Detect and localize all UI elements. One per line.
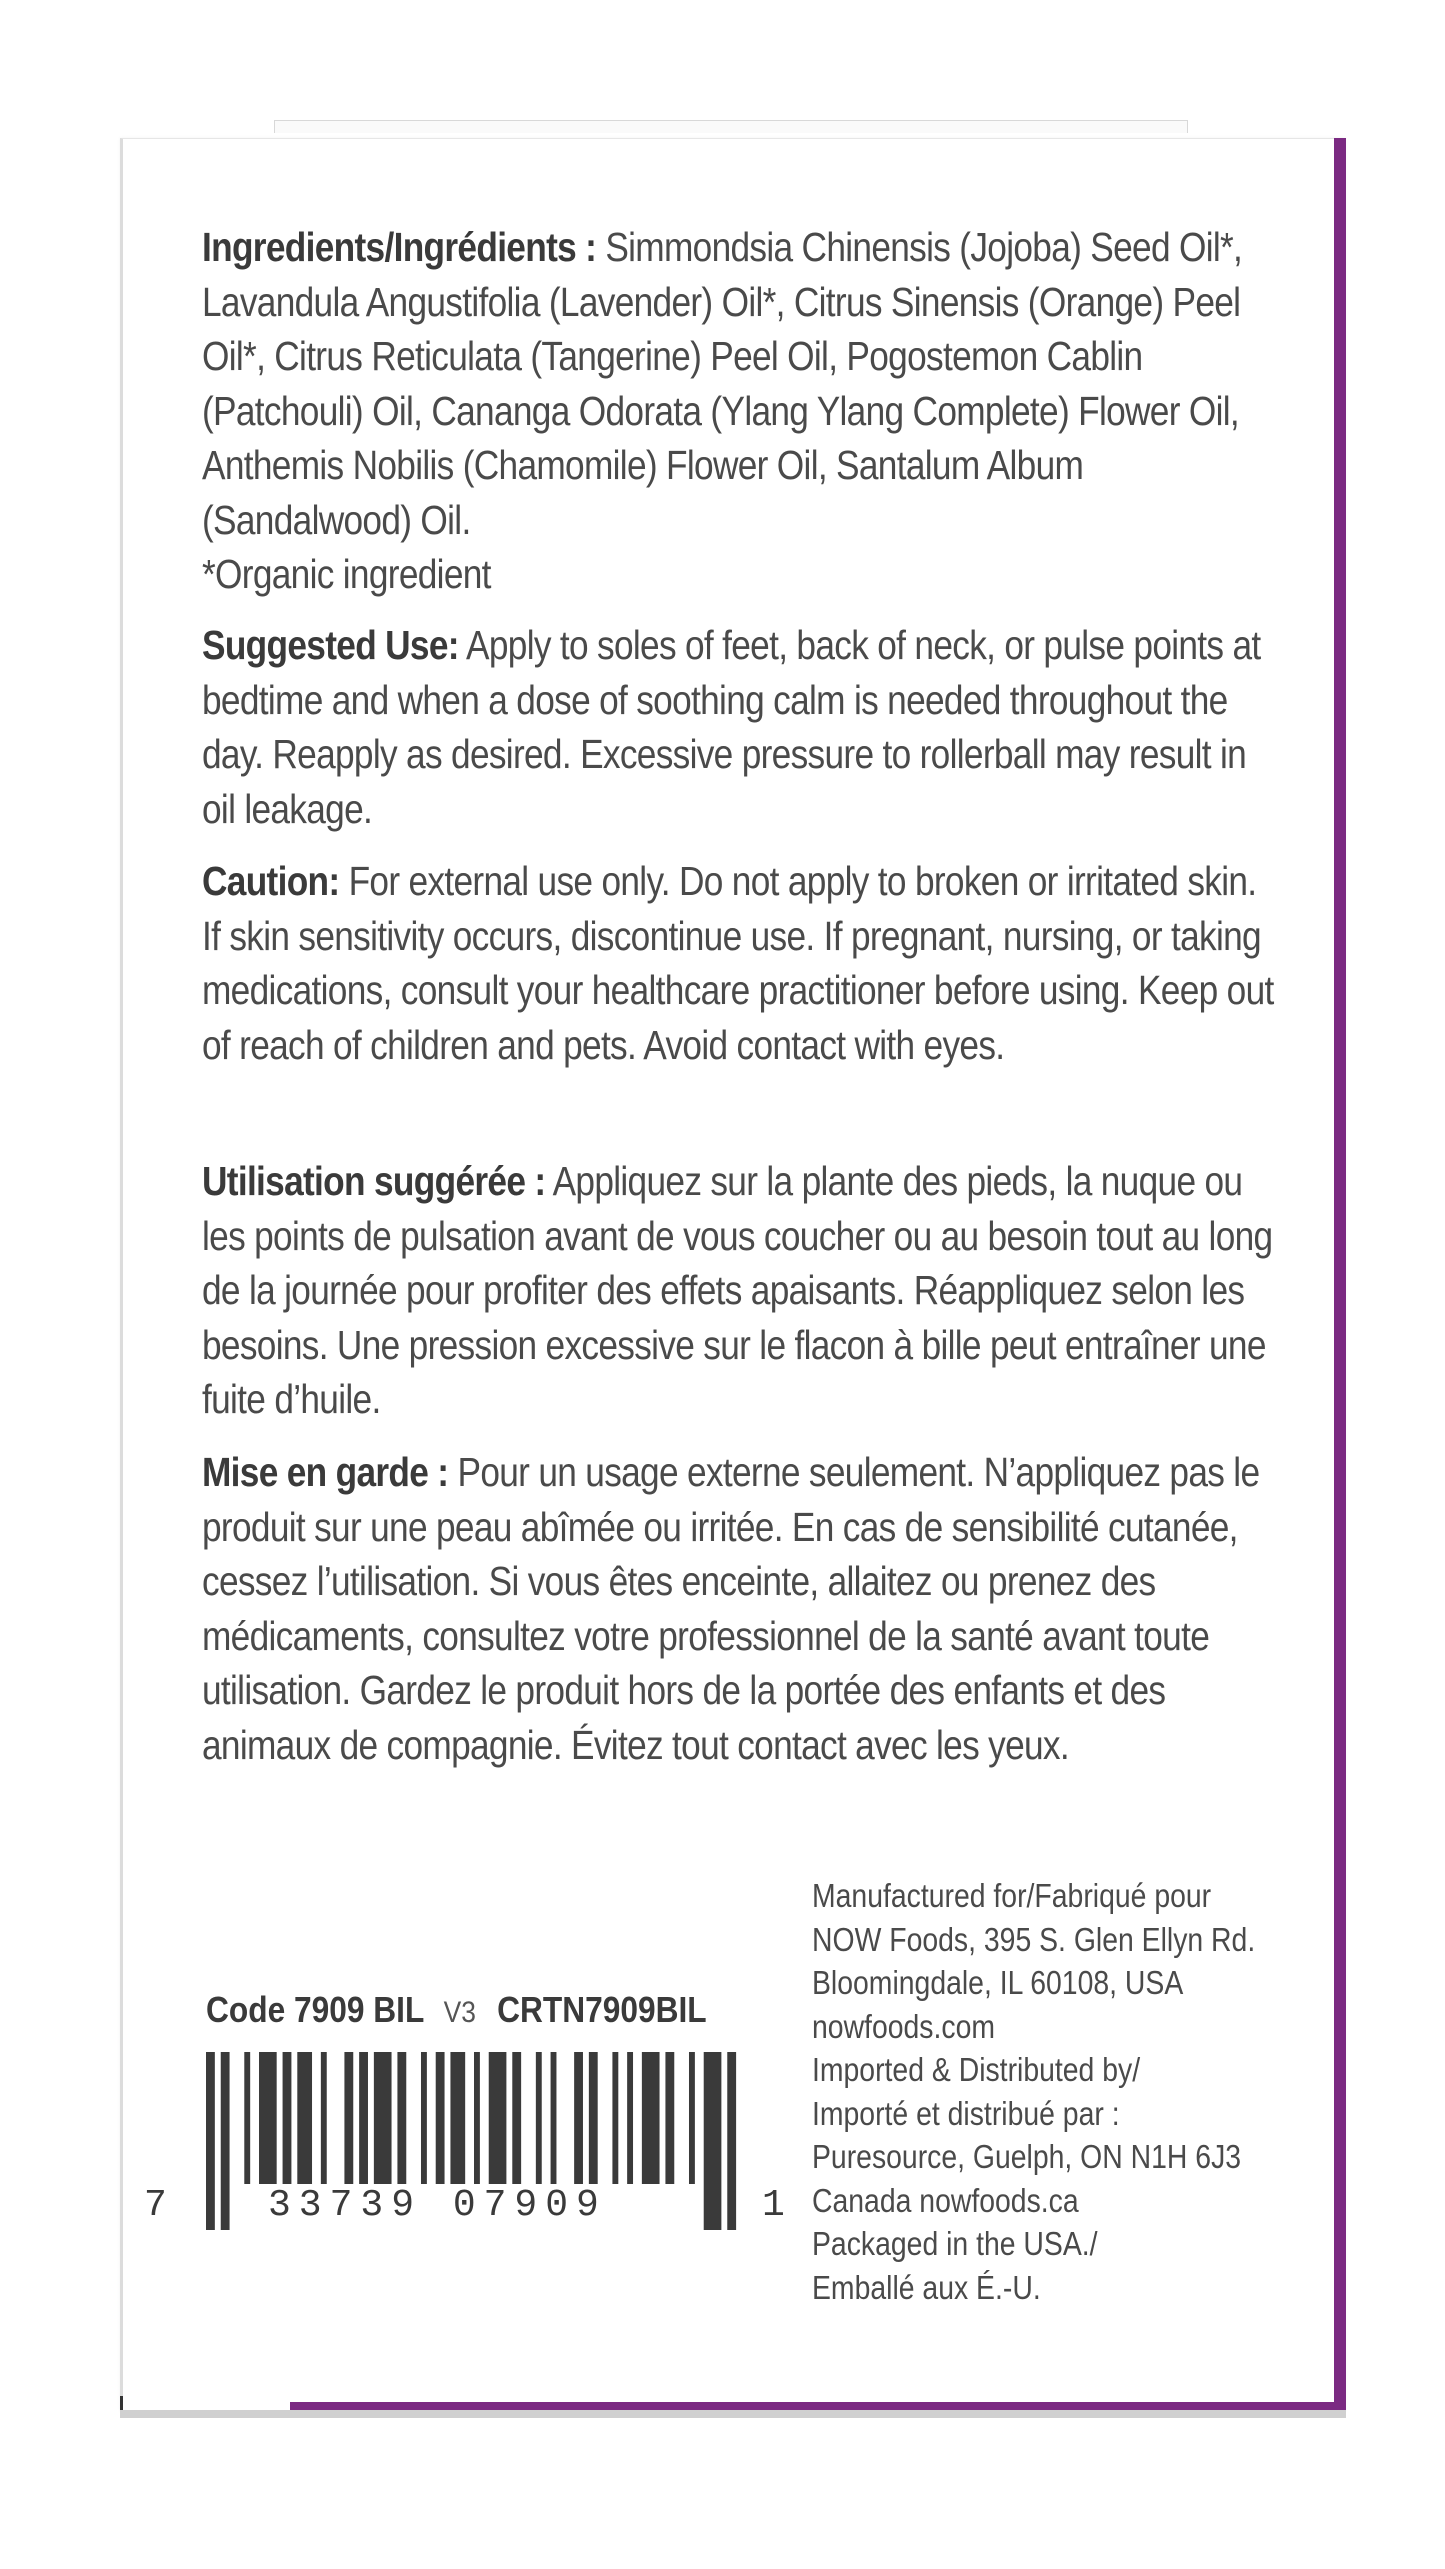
edge-mark	[120, 2396, 123, 2410]
barcode-bar	[689, 2052, 695, 2184]
barcode-bar	[321, 2052, 327, 2184]
address-line: Puresource, Guelph, ON N1H 6J3	[812, 2138, 1242, 2175]
suggested-use-section	[202, 618, 1277, 836]
barcode-bar	[589, 2052, 598, 2184]
caution-text: For external use only. Do not apply to broken or irritated skin. If skin sensitivity occurs, discontinue use. If pregnant, nursing, or taking medications, consult your healthcare practitioner before using. Keep out of reach of children and pets. Avoid contact with eyes.	[202, 858, 1274, 1068]
ingredients-text: Simmondsia Chinensis (Jojoba) Seed Oil*, Lavandula Angustifolia (Lavender) Oil*, Citrus Sinensis (Orange) Peel Oil*, Citrus Reticulata (Tangerine) Peel Oil, Pogostemon Cablin (Patchouli) Oil, Cananga Odorata (Ylang Ylang Complete) Flower Oil, Anthemis Nobilis (Chamomile) Flower Oil, Santalum Album (Sandalwood) Oil.	[202, 224, 1243, 543]
barcode-bar	[297, 2052, 312, 2184]
barcode-left-digit: 7	[144, 2184, 167, 2227]
fr-suggested-use-label: Utilisation suggérée :	[202, 1158, 546, 1204]
product-codes	[206, 1990, 707, 2033]
fr-suggested-use-section	[202, 1154, 1277, 1427]
barcode-bar	[489, 2052, 507, 2184]
barcode-bar	[344, 2052, 353, 2184]
purple-bottom-edge	[290, 2402, 1346, 2410]
barcode-bar	[536, 2052, 542, 2184]
barcode-bar	[512, 2052, 521, 2184]
box-bottom-edge	[120, 2410, 1346, 2418]
barcode-bar	[259, 2052, 277, 2184]
barcode-bar	[704, 2052, 722, 2230]
address-line: Manufactured for/Fabriqué pour	[812, 1877, 1212, 1914]
fr-caution-label: Mise en garde :	[202, 1449, 449, 1495]
organic-note: *Organic ingredient	[202, 551, 491, 597]
barcode-bar	[627, 2052, 633, 2184]
caution-label: Caution:	[202, 858, 340, 904]
barcode-bar	[665, 2052, 674, 2184]
barcode-bar	[283, 2052, 292, 2184]
suggested-use-text: Apply to soles of feet, back of neck, or pulse points at bedtime and when a dose of soothing calm is needed throughout the day. Reapply as desired. Excessive pressure to rollerball may result in oil leakage.	[202, 622, 1261, 832]
address-line: Imported & Distributed by/	[812, 2051, 1141, 2088]
address-line: NOW Foods, 395 S. Glen Ellyn Rd.	[812, 1920, 1256, 1958]
caution-section	[202, 854, 1277, 1072]
product-code: Code 7909 BIL	[206, 1989, 425, 2030]
suggested-use-label: Suggested Use:	[202, 622, 459, 668]
barcode-bar	[551, 2052, 557, 2184]
address-line: Importé et distribué par :	[812, 2094, 1120, 2132]
address-line: Canada nowfoods.ca	[812, 2181, 1079, 2219]
manufacturer-address	[812, 1874, 1255, 2309]
ingredients-label: Ingredients/Ingrédients :	[202, 224, 597, 270]
fr-suggested-use-text: Appliquez sur la plante des pieds, la nuque ou les points de pulsation avant de vous coucher ou au besoin tout au long de la journée pour profiter des effets apaisants. Réappliquez selon les besoins. Une pression excessive sur le flacon à bille peut entraîner une fuite d’huile.	[202, 1158, 1273, 1422]
address-line: nowfoods.com	[812, 2007, 995, 2045]
barcode-bar	[642, 2052, 660, 2184]
barcode-bar	[450, 2052, 465, 2184]
barcode-bar	[244, 2052, 250, 2184]
barcode-bar	[374, 2052, 392, 2184]
fr-caution-text: Pour un usage externe seulement. N’appliquez pas le produit sur une peau abîmée ou irritée. En cas de sensibilité cutanée, cessez l’utilisation. Si vous êtes enceinte, allaitez ou prenez des médicaments, consultez votre professionnel de la santé avant toute utilisation. Gardez le produit hors de la portée des enfants et des animaux de compagnie. Évitez tout contact avec les yeux.	[202, 1449, 1260, 1768]
barcode-bar	[206, 2052, 215, 2230]
barcode-right-digit: 1	[762, 2184, 785, 2227]
barcode-middle-digits: 33739 07909	[268, 2184, 607, 2227]
carton-code: CRTN7909BIL	[497, 1989, 707, 2030]
address-line: Packaged in the USA./	[812, 2225, 1098, 2262]
version-code: V3	[443, 1996, 476, 2029]
purple-side-edge	[1334, 138, 1346, 2410]
barcode-bar	[397, 2052, 406, 2184]
address-line: Emballé aux É.-U.	[812, 2268, 1041, 2306]
address-line: Bloomingdale, IL 60108, USA	[812, 1964, 1184, 2001]
barcode-bar	[727, 2052, 736, 2230]
barcode-bar	[221, 2052, 230, 2230]
barcode-bar	[612, 2052, 618, 2184]
fr-caution-section	[202, 1445, 1277, 1772]
barcode-bar	[436, 2052, 445, 2184]
barcode-bar	[421, 2052, 427, 2184]
box-top-flap	[274, 120, 1188, 133]
barcode-bar	[359, 2052, 368, 2184]
ingredients-section	[202, 220, 1277, 602]
barcode-bar	[574, 2052, 583, 2184]
